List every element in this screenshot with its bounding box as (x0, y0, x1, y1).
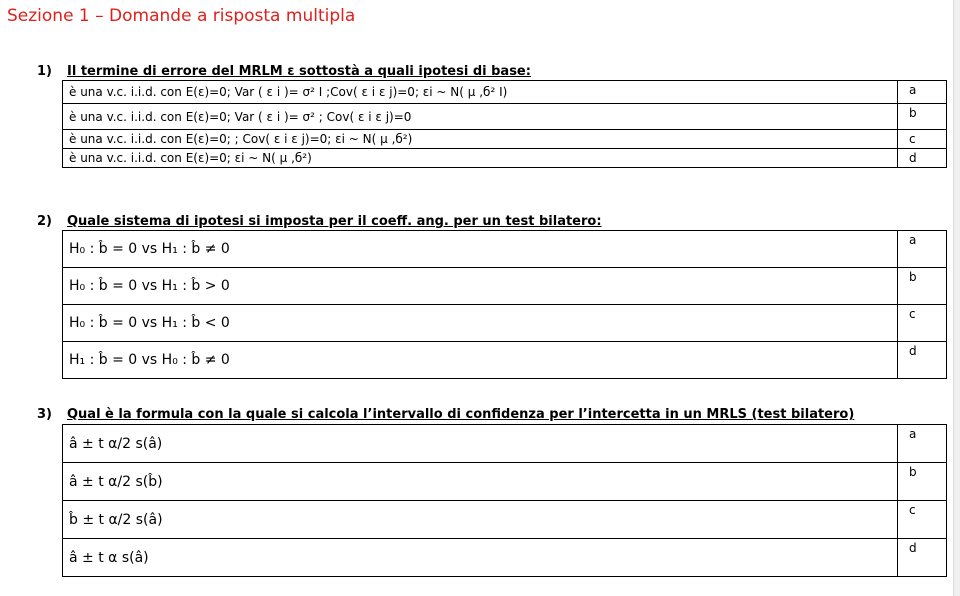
option-text: è una v.c. i.i.d. con E(ε)=0; εi ~ N( μ ,б²) (63, 149, 898, 168)
option-row (63, 305, 947, 342)
option-letter: a (898, 81, 947, 104)
option-text: è una v.c. i.i.d. con E(ε)=0; Var ( ε i )= σ² I ;Cov( ε i ε j)=0; εi ~ N( μ ,б² I) (63, 81, 898, 104)
option-text: â ± t α s(â) (63, 539, 898, 577)
question-3-options-table (62, 424, 947, 577)
question-2-text: Quale sistema di ipotesi si imposta per il coeff. ang. per un test bilatero: (67, 214, 602, 229)
option-letter: b (898, 463, 947, 501)
option-row (63, 104, 947, 130)
option-letter: a (898, 425, 947, 463)
option-text: â ± t α/2 s(â) (63, 425, 898, 463)
option-text: H₁ : b̂ = 0 vs H₀ : b̂ ≠ 0 (63, 342, 898, 379)
option-text: b̂ ± t α/2 s(â) (63, 501, 898, 539)
option-letter: c (898, 130, 947, 149)
option-text: H₀ : b̂ = 0 vs H₁ : b̂ > 0 (63, 268, 898, 305)
vertical-scrollbar[interactable] (953, 0, 960, 596)
option-letter: d (898, 149, 947, 168)
option-letter: b (898, 268, 947, 305)
option-letter: d (898, 539, 947, 577)
question-1-number: 1) (37, 64, 52, 79)
option-letter: d (898, 342, 947, 379)
option-row (63, 81, 947, 104)
option-text: è una v.c. i.i.d. con E(ε)=0; Var ( ε i )= σ² ; Cov( ε i ε j)=0 (63, 104, 898, 130)
section-title: Sezione 1 – Domande a risposta multipla (7, 6, 356, 26)
option-text: â ± t α/2 s(b̂) (63, 463, 898, 501)
option-row (63, 130, 947, 149)
question-1-text: Il termine di errore del MRLM ε sottostà a quali ipotesi di base: (67, 64, 531, 79)
option-row (63, 231, 947, 268)
option-row (63, 501, 947, 539)
option-row (63, 539, 947, 577)
option-row (63, 425, 947, 463)
option-text: H₀ : b̂ = 0 vs H₁ : b̂ < 0 (63, 305, 898, 342)
option-row (63, 463, 947, 501)
option-letter: c (898, 501, 947, 539)
option-text: H₀ : b̂ = 0 vs H₁ : b̂ ≠ 0 (63, 231, 898, 268)
option-letter: b (898, 104, 947, 130)
question-2-options-table (62, 230, 947, 379)
option-row (63, 342, 947, 379)
question-3-number: 3) (37, 407, 52, 422)
option-text: è una v.c. i.i.d. con E(ε)=0; ; Cov( ε i ε j)=0; εi ~ N( μ ,б²) (63, 130, 898, 149)
option-letter: a (898, 231, 947, 268)
question-2-number: 2) (37, 214, 52, 229)
option-row (63, 268, 947, 305)
option-letter: c (898, 305, 947, 342)
question-3-text: Qual è la formula con la quale si calcola l’intervallo di confidenza per l’intercetta in un MRLS (test bilatero) (67, 407, 855, 422)
question-1-options-table (62, 80, 947, 168)
option-row (63, 149, 947, 168)
